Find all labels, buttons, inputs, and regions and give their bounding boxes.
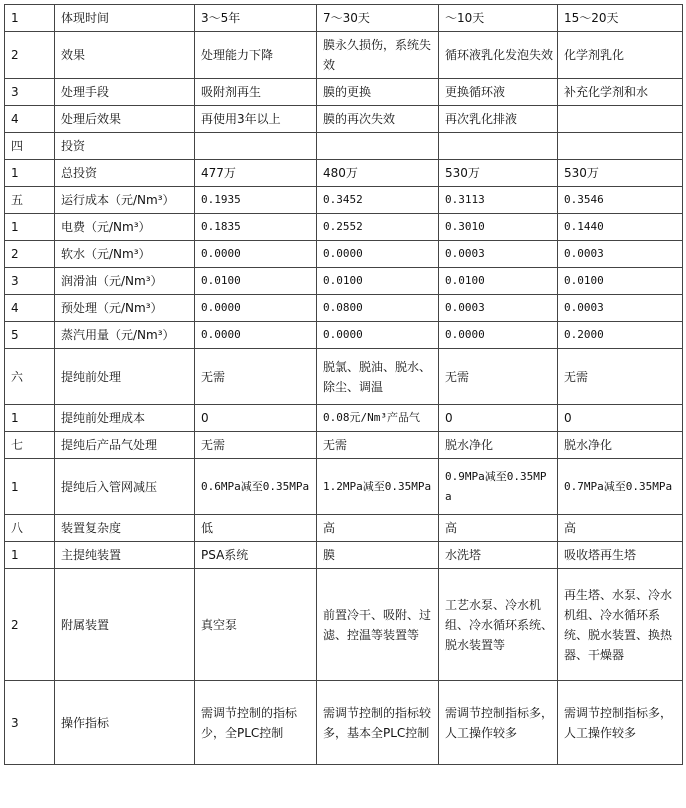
row-index-cell: 3 [5, 268, 55, 295]
option-d-cell [558, 133, 683, 160]
option-a-cell: 处理能力下降 [195, 32, 317, 79]
option-d-cell: 0.0100 [558, 268, 683, 295]
item-name-cell: 运行成本（元/Nm³） [55, 187, 195, 214]
option-c-cell: 再次乳化排液 [439, 106, 558, 133]
option-c-cell: 0.0100 [439, 268, 558, 295]
table-row [5, 133, 683, 160]
option-b-cell: 膜 [317, 542, 439, 569]
option-c-cell: 循环液乳化发泡失效 [439, 32, 558, 79]
option-d-cell: 0.3546 [558, 187, 683, 214]
option-b-cell: 0.3452 [317, 187, 439, 214]
item-name-cell: 总投资 [55, 160, 195, 187]
item-name-cell: 蒸汽用量（元/Nm³） [55, 322, 195, 349]
option-b-cell: 膜的更换 [317, 79, 439, 106]
option-a-cell: 真空泵 [195, 569, 317, 681]
option-d-cell: 补充化学剂和水 [558, 79, 683, 106]
table-row [5, 268, 683, 295]
item-name-cell: 体现时间 [55, 5, 195, 32]
option-a-cell: 0.0000 [195, 322, 317, 349]
option-b-cell: 0.2552 [317, 214, 439, 241]
table-row [5, 459, 683, 515]
table-row [5, 214, 683, 241]
item-name-cell: 电费（元/Nm³） [55, 214, 195, 241]
option-b-cell: 膜的再次失效 [317, 106, 439, 133]
item-name-cell: 润滑油（元/Nm³） [55, 268, 195, 295]
option-a-cell: 再使用3年以上 [195, 106, 317, 133]
row-index-cell: 1 [5, 459, 55, 515]
option-b-cell: 膜永久损伤，系统失效 [317, 32, 439, 79]
option-d-cell: 0 [558, 405, 683, 432]
option-d-cell: 530万 [558, 160, 683, 187]
option-c-cell: 无需 [439, 349, 558, 405]
option-a-cell: 低 [195, 515, 317, 542]
table-body [5, 5, 683, 765]
option-c-cell: 0 [439, 405, 558, 432]
option-d-cell: 吸收塔再生塔 [558, 542, 683, 569]
option-a-cell: 无需 [195, 432, 317, 459]
option-c-cell: 水洗塔 [439, 542, 558, 569]
option-b-cell: 0.0000 [317, 322, 439, 349]
option-d-cell: 0.7MPa减至0.35MPa [558, 459, 683, 515]
option-b-cell: 前置冷干、吸附、过滤、控温等装置等 [317, 569, 439, 681]
row-index-cell: 八 [5, 515, 55, 542]
option-a-cell: 0.6MPa减至0.35MPa [195, 459, 317, 515]
option-d-cell: 化学剂乳化 [558, 32, 683, 79]
row-index-cell: 4 [5, 106, 55, 133]
item-name-cell: 提纯后产品气处理 [55, 432, 195, 459]
table-row [5, 106, 683, 133]
item-name-cell: 提纯前处理 [55, 349, 195, 405]
option-a-cell: 0.1935 [195, 187, 317, 214]
option-c-cell: 工艺水泵、冷水机组、冷水循环系统、脱水装置等 [439, 569, 558, 681]
row-index-cell: 2 [5, 241, 55, 268]
option-d-cell: 无需 [558, 349, 683, 405]
option-c-cell: 需调节控制指标多，人工操作较多 [439, 681, 558, 765]
table-row [5, 432, 683, 459]
row-index-cell: 五 [5, 187, 55, 214]
item-name-cell: 效果 [55, 32, 195, 79]
option-c-cell: 0.3113 [439, 187, 558, 214]
table-row [5, 405, 683, 432]
table-row [5, 5, 683, 32]
option-d-cell [558, 106, 683, 133]
option-b-cell: 1.2MPa减至0.35MPa [317, 459, 439, 515]
row-index-cell: 六 [5, 349, 55, 405]
option-a-cell: 0.0000 [195, 295, 317, 322]
option-b-cell: 0.0100 [317, 268, 439, 295]
row-index-cell: 3 [5, 681, 55, 765]
option-b-cell: 需调节控制的指标较多，基本全PLC控制 [317, 681, 439, 765]
option-c-cell: 0.3010 [439, 214, 558, 241]
item-name-cell: 附属装置 [55, 569, 195, 681]
table-row [5, 160, 683, 187]
row-index-cell: 2 [5, 32, 55, 79]
row-index-cell: 四 [5, 133, 55, 160]
item-name-cell: 软水（元/Nm³） [55, 241, 195, 268]
option-b-cell: 480万 [317, 160, 439, 187]
item-name-cell: 处理后效果 [55, 106, 195, 133]
option-c-cell: 高 [439, 515, 558, 542]
item-name-cell: 提纯后入管网减压 [55, 459, 195, 515]
option-d-cell: 0.0003 [558, 295, 683, 322]
option-c-cell: ～10天 [439, 5, 558, 32]
option-d-cell: 脱水净化 [558, 432, 683, 459]
option-d-cell: 0.1440 [558, 214, 683, 241]
table-row [5, 187, 683, 214]
option-c-cell: 0.0000 [439, 322, 558, 349]
option-d-cell: 高 [558, 515, 683, 542]
option-d-cell: 0.2000 [558, 322, 683, 349]
option-a-cell: 0.1835 [195, 214, 317, 241]
option-a-cell: 0 [195, 405, 317, 432]
item-name-cell: 投资 [55, 133, 195, 160]
table-row [5, 542, 683, 569]
item-name-cell: 操作指标 [55, 681, 195, 765]
option-c-cell: 脱水净化 [439, 432, 558, 459]
option-d-cell: 15～20天 [558, 5, 683, 32]
table-row [5, 349, 683, 405]
option-d-cell: 再生塔、水泵、冷水机组、冷水循环系统、脱水装置、换热器、干燥器 [558, 569, 683, 681]
option-c-cell: 0.0003 [439, 295, 558, 322]
option-c-cell: 530万 [439, 160, 558, 187]
option-a-cell: 0.0000 [195, 241, 317, 268]
option-c-cell: 0.0003 [439, 241, 558, 268]
option-d-cell: 需调节控制指标多，人工操作较多 [558, 681, 683, 765]
option-b-cell: 脱氯、脱油、脱水、除尘、调温 [317, 349, 439, 405]
table-row [5, 322, 683, 349]
option-a-cell: 3～5年 [195, 5, 317, 32]
option-b-cell [317, 133, 439, 160]
table-row [5, 241, 683, 268]
row-index-cell: 1 [5, 405, 55, 432]
option-a-cell: 需调节控制的指标少，全PLC控制 [195, 681, 317, 765]
row-index-cell: 4 [5, 295, 55, 322]
option-b-cell: 高 [317, 515, 439, 542]
option-b-cell: 7～30天 [317, 5, 439, 32]
item-name-cell: 主提纯装置 [55, 542, 195, 569]
option-a-cell: 477万 [195, 160, 317, 187]
option-a-cell: 无需 [195, 349, 317, 405]
row-index-cell: 七 [5, 432, 55, 459]
row-index-cell: 1 [5, 5, 55, 32]
option-a-cell: 吸附剂再生 [195, 79, 317, 106]
row-index-cell: 1 [5, 160, 55, 187]
option-b-cell: 0.0000 [317, 241, 439, 268]
item-name-cell: 装置复杂度 [55, 515, 195, 542]
row-index-cell: 1 [5, 214, 55, 241]
option-a-cell: PSA系统 [195, 542, 317, 569]
row-index-cell: 3 [5, 79, 55, 106]
option-c-cell [439, 133, 558, 160]
table-row [5, 681, 683, 765]
item-name-cell: 预处理（元/Nm³） [55, 295, 195, 322]
comparison-table [4, 4, 683, 765]
item-name-cell: 处理手段 [55, 79, 195, 106]
option-d-cell: 0.0003 [558, 241, 683, 268]
row-index-cell: 2 [5, 569, 55, 681]
table-row [5, 79, 683, 106]
option-a-cell: 0.0100 [195, 268, 317, 295]
option-c-cell: 0.9MPa减至0.35MPa [439, 459, 558, 515]
table-row [5, 515, 683, 542]
option-b-cell: 0.0800 [317, 295, 439, 322]
table-row [5, 32, 683, 79]
option-b-cell: 0.08元/Nm³产品气 [317, 405, 439, 432]
option-a-cell [195, 133, 317, 160]
option-b-cell: 无需 [317, 432, 439, 459]
item-name-cell: 提纯前处理成本 [55, 405, 195, 432]
row-index-cell: 5 [5, 322, 55, 349]
option-c-cell: 更换循环液 [439, 79, 558, 106]
row-index-cell: 1 [5, 542, 55, 569]
table-row [5, 295, 683, 322]
table-row [5, 569, 683, 681]
